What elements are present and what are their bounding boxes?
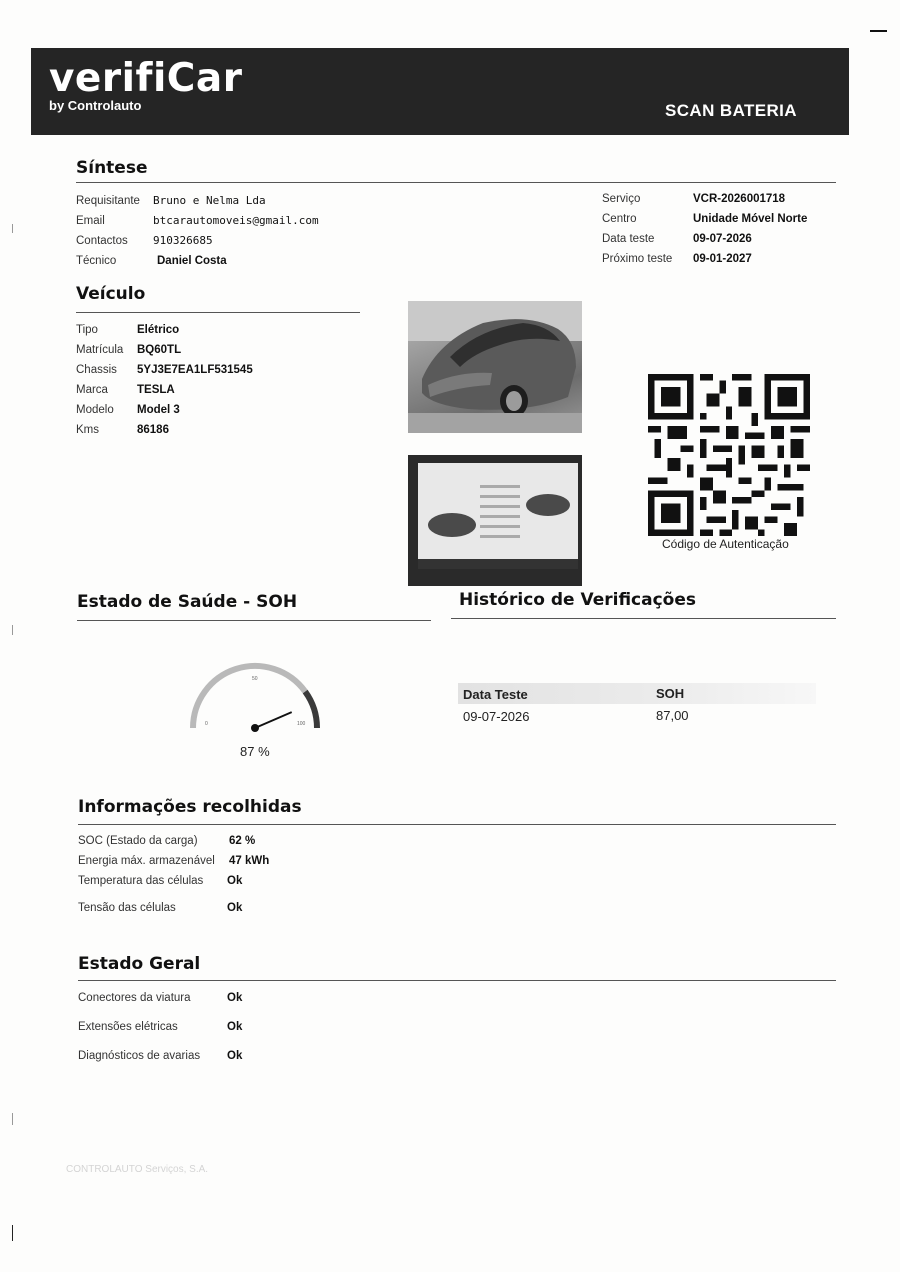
field-label: Requisitante xyxy=(76,195,140,207)
field-value: VCR-2026001718 xyxy=(693,193,786,205)
gauge-tick-label: 50 xyxy=(252,676,258,682)
section-title-informacoes: Informações recolhidas xyxy=(78,797,302,817)
field-kms xyxy=(76,420,253,440)
field-marca xyxy=(76,380,253,400)
history-col-header: SOH xyxy=(656,686,685,701)
field-value: Elétrico xyxy=(137,324,180,336)
field-label: Energia máx. armazenável xyxy=(78,855,215,867)
field-label: Técnico xyxy=(76,255,117,267)
field-value: 47 kWh xyxy=(229,855,270,867)
field-label: Kms xyxy=(76,424,99,436)
field-soc xyxy=(78,831,269,851)
field-label: Diagnósticos de avarias xyxy=(78,1050,201,1062)
estado-geral-fields xyxy=(78,988,242,1075)
margin-mark xyxy=(12,1113,13,1125)
history-cell: 87,00 xyxy=(656,708,689,723)
field-value: TESLA xyxy=(137,384,175,396)
gauge-needle xyxy=(255,712,292,728)
field-value: 910326685 xyxy=(153,234,213,247)
field-label: Serviço xyxy=(602,193,641,205)
field-value: Ok xyxy=(227,992,243,1004)
gauge-arc-light xyxy=(193,666,305,728)
field-label: Email xyxy=(76,215,105,227)
field-extensoes xyxy=(78,1017,242,1046)
field-temperatura xyxy=(78,871,269,891)
section-divider xyxy=(77,620,431,621)
field-label: Centro xyxy=(602,213,637,225)
field-value: Model 3 xyxy=(137,404,180,416)
soh-gauge xyxy=(180,650,330,745)
field-chassis xyxy=(76,360,253,380)
field-value: Bruno e Nelma Lda xyxy=(153,194,266,207)
field-value: 5YJ3E7EA1LF531545 xyxy=(137,364,253,376)
history-col-header: Data Teste xyxy=(463,687,528,702)
logo-wordmark: verifiCar xyxy=(49,56,243,101)
field-value: 09-07-2026 xyxy=(693,233,752,245)
margin-mark xyxy=(12,224,13,233)
field-value: Ok xyxy=(227,875,243,887)
field-label: Próximo teste xyxy=(602,253,673,265)
section-title-sintese: Síntese xyxy=(76,158,148,178)
margin-mark xyxy=(12,1225,13,1241)
field-value: Ok xyxy=(227,1021,243,1033)
section-title-historico: Histórico de Verificações xyxy=(459,590,697,610)
section-divider xyxy=(451,618,836,619)
field-email xyxy=(76,211,319,231)
field-value: Ok xyxy=(227,1050,243,1062)
informacoes-fields xyxy=(78,831,269,918)
sintese-right-fields xyxy=(602,189,807,269)
field-label: SOC (Estado da carga) xyxy=(78,835,198,847)
qr-caption: Código de Autenticação xyxy=(662,537,789,551)
section-title-estado-geral: Estado Geral xyxy=(78,954,201,974)
field-label: Conectores da viatura xyxy=(78,992,191,1004)
field-label: Tensão das células xyxy=(78,902,176,914)
section-divider xyxy=(76,182,836,183)
field-value: 86186 xyxy=(137,424,169,436)
field-tipo xyxy=(76,320,253,340)
section-divider xyxy=(76,312,360,313)
field-tensao xyxy=(78,898,269,918)
field-data-teste xyxy=(602,229,807,249)
field-proximo-teste xyxy=(602,249,807,269)
logo-subtitle: by Controlauto xyxy=(49,98,142,113)
gauge-tick-label: 0 xyxy=(205,721,208,727)
field-value: Daniel Costa xyxy=(157,255,227,267)
field-label: Matrícula xyxy=(76,344,124,356)
field-contactos xyxy=(76,231,319,251)
vehicle-dashboard-photo xyxy=(408,455,582,586)
section-title-soh: Estado de Saúde - SOH xyxy=(77,592,298,612)
field-value: 09-01-2027 xyxy=(693,253,752,265)
field-value: BQ60TL xyxy=(137,344,182,356)
section-divider xyxy=(78,824,836,825)
field-value: Unidade Móvel Norte xyxy=(693,213,808,225)
report-header xyxy=(31,48,849,135)
soh-percentage: 87 % xyxy=(240,744,270,759)
field-label: Tipo xyxy=(76,324,98,336)
field-label: Contactos xyxy=(76,235,128,247)
field-energia xyxy=(78,851,269,871)
field-servico xyxy=(602,189,807,209)
gauge-arc-dark xyxy=(305,692,317,728)
field-value: 62 % xyxy=(229,835,256,847)
field-label: Chassis xyxy=(76,364,117,376)
footer-company: CONTROLAUTO Serviços, S.A. xyxy=(66,1164,209,1175)
qr-code xyxy=(648,374,810,536)
field-label: Data teste xyxy=(602,233,655,245)
veiculo-fields xyxy=(76,320,253,440)
field-matricula xyxy=(76,340,253,360)
verificar-logo xyxy=(49,56,242,113)
car-illustration xyxy=(408,301,582,433)
margin-mark xyxy=(12,625,13,635)
corner-mark xyxy=(870,30,887,32)
field-label: Extensões elétricas xyxy=(78,1021,178,1033)
gauge-tick-label: 100 xyxy=(297,721,306,727)
field-tecnico xyxy=(76,251,319,271)
dashboard-screen-illustration xyxy=(408,455,582,586)
field-label: Temperatura das células xyxy=(78,875,204,887)
field-centro xyxy=(602,209,807,229)
section-divider xyxy=(78,980,836,981)
vehicle-exterior-photo xyxy=(408,301,582,433)
history-cell: 09-07-2026 xyxy=(463,709,530,724)
field-modelo xyxy=(76,400,253,420)
sintese-left-fields xyxy=(76,191,319,271)
field-value: Ok xyxy=(227,902,243,914)
field-requisitante xyxy=(76,191,319,211)
field-label: Marca xyxy=(76,384,108,396)
section-title-veiculo: Veículo xyxy=(76,284,146,304)
field-label: Modelo xyxy=(76,404,114,416)
report-type-title: SCAN BATERIA xyxy=(665,101,797,120)
field-value: btcarautomoveis@gmail.com xyxy=(153,214,319,227)
field-diagnosticos xyxy=(78,1046,242,1075)
field-conectores xyxy=(78,988,242,1017)
gauge-hub xyxy=(251,724,259,732)
